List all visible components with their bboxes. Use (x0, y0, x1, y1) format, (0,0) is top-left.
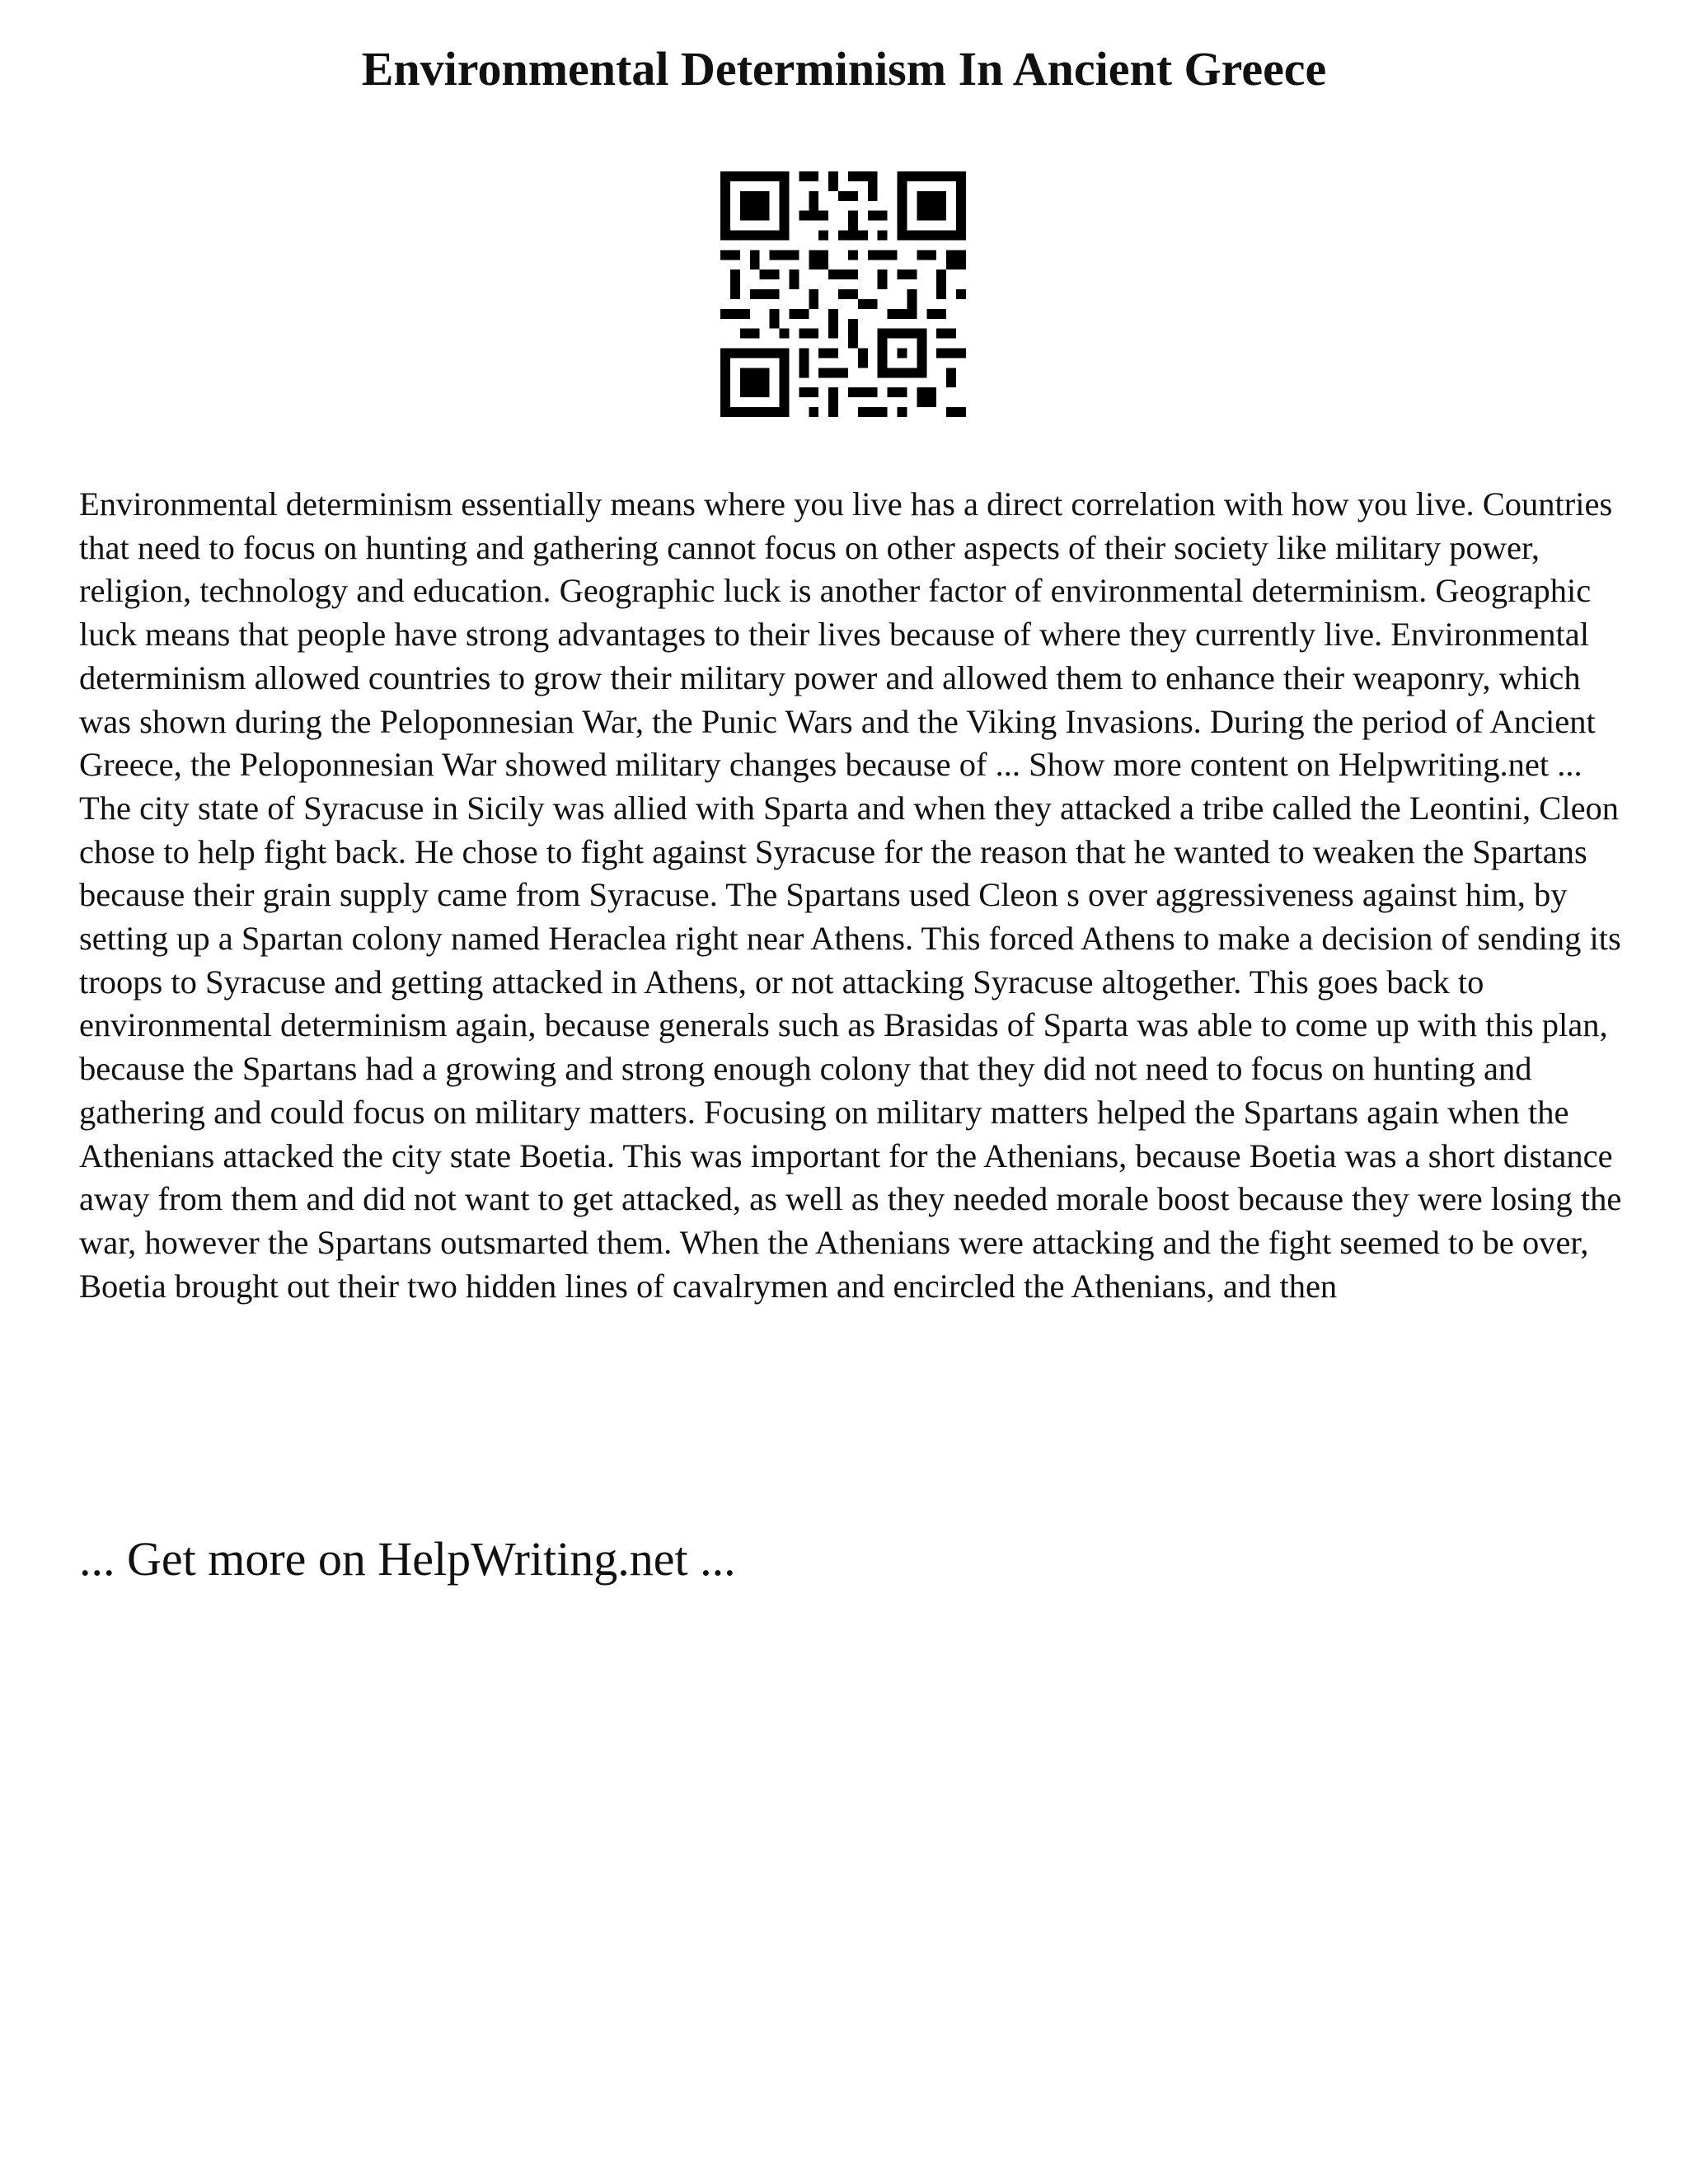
document-title: Environmental Determinism In Ancient Greece (361, 42, 1327, 96)
qr-code-icon (720, 171, 966, 417)
article-body (79, 483, 1629, 1308)
paragraph-2: The city state of Syracuse in Sicily was allied with Sparta and when they attacked a tribe called the Leontini, Cleon chose to help fight back. He chose to fight against Syracuse for the reason that he wanted to weaken the Spartans because their grain supply came from Syracuse. The Spartans used Cleon s over aggressiveness against him, by setting up a Spartan colony named Heraclea right near Athens. This forced Athens to make a decision of sending its troops to Syracuse and getting attacked in Athens, or not attacking Syracuse altogether. This goes back to environmental determinism again, because generals such as Brasidas of Sparta was able to come up with this plan, because the Spartans had a growing and strong enough colony that they did not need to focus on hunting and gathering and could focus on military matters. Focusing on military matters helped the Spartans again when the Athenians attacked the city state Boetia. This was important for the Athenians, because Boetia was a short distance away from them and did not want to get attacked, as well as they needed morale boost because they were losing the war, however the Spartans outsmarted them. When the Athenians were attacking and the fight seemed to be over, Boetia brought out their two hidden lines of cavalrymen and encircled the Athenians, and then (79, 789, 1622, 1305)
paragraph-1: Environmental determinism essentially means where you live has a direct correlation with how you live. Countries that need to focus on hunting and gathering cannot focus on other aspects of their society like military power, religion, technology and education. Geographic luck is another factor of environmental determinism. Geographic luck means that people have strong advantages to their lives because of where they currently live. Environmental determinism allowed countries to grow their military power and allowed them to enhance their weaponry, which was shown during the Peloponnesian War, the Punic Wars and the Viking Invasions. During the period of Ancient Greece, the Peloponnesian War showed military changes because of ... Show more content on Helpwriting.net ... (79, 485, 1613, 784)
get-more-link[interactable]: ... Get more on HelpWriting.net ... (79, 1532, 736, 1586)
